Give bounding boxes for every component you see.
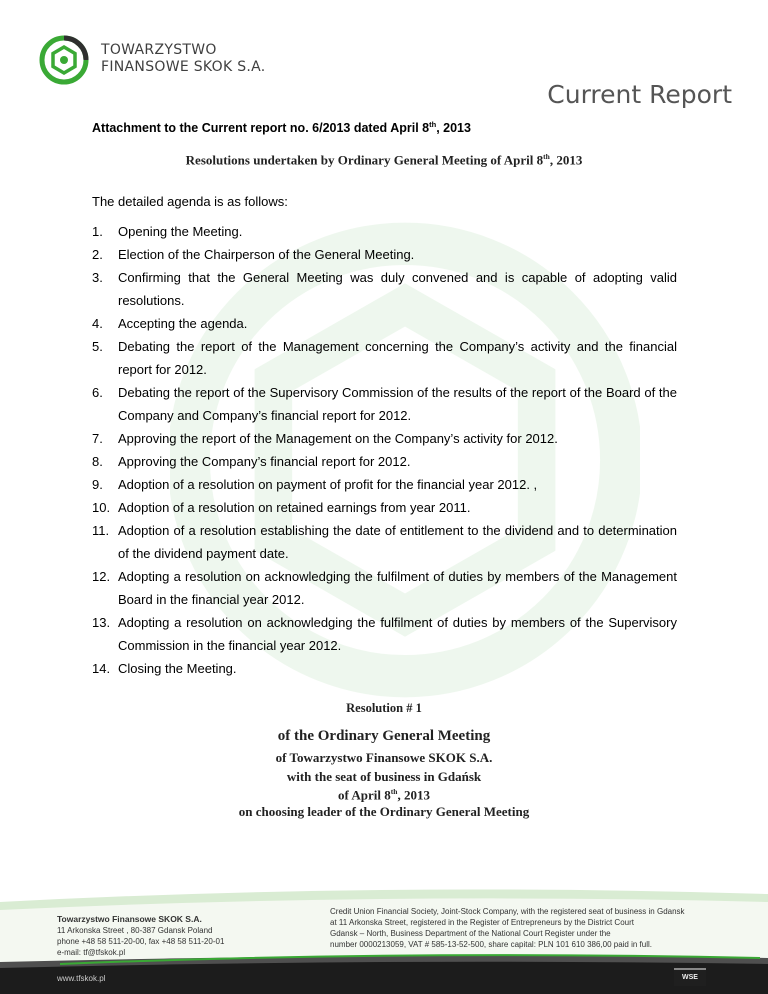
report-title: Current Report	[547, 80, 732, 109]
footer-email: e-mail: tf@tfskok.pl	[57, 948, 126, 957]
list-item: 7. Approving the report of the Management on the Company’s activity for 2012.	[92, 431, 558, 446]
list-item: 12. Adopting a resolution on acknowledging the fulfilment of duties by members of the Management Board in the financial year 2012.	[92, 569, 677, 607]
list-item: 13. Adopting a resolution on acknowledging the fulfilment of duties by members of the Supervisory Commission in the financial year 2012.	[92, 615, 677, 653]
logo-line1: TOWARZYSTWO	[101, 42, 217, 58]
list-item: 2. Election of the Chairperson of the General Meeting.	[92, 247, 415, 262]
list-item: 1. Opening the Meeting.	[92, 224, 243, 239]
resolutions-subheading: Resolutions undertaken by Ordinary General Meeting of April 8th, 2013	[185, 152, 583, 168]
resolution-line4: of April 8th, 2013	[338, 787, 430, 803]
list-item: 6. Debating the report of the Supervisory Commission of the results of the report of the Board of the Company and Company’s financial report for 2012.	[92, 385, 677, 423]
list-item: 9. Adoption of a resolution on payment of profit for the financial year 2012. ,	[92, 477, 538, 492]
agenda-intro: The detailed agenda is as follows:	[92, 194, 288, 209]
list-item: 4. Accepting the agenda.	[92, 316, 248, 331]
resolution-line5: on choosing leader of the Ordinary General Meeting	[238, 804, 530, 819]
footer-company: Towarzystwo Finansowe SKOK S.A.	[57, 914, 202, 924]
tfskok-logo-icon	[38, 34, 90, 86]
attachment-heading: Attachment to the Current report no. 6/2013 dated April 8th, 2013	[92, 120, 471, 136]
footer-phone: phone +48 58 511-20-00, fax +48 58 511-20-01	[57, 937, 225, 946]
footer-contact	[57, 914, 224, 958]
footer-legal: Credit Union Financial Society, Joint-Stock Company, with the registered seat of business in Gdansk at 11 Arkonska Street, registered in the Register of Entrepreneurs by the District Court Gdansk – North, Business Department of the National Court Register under the number 0000213059, VAT # 585-13-52-500, share capital: PLN 101 610 386,00 paid in full.	[330, 907, 685, 949]
resolution-number: Resolution # 1	[346, 701, 422, 715]
list-item: 14. Closing the Meeting.	[92, 661, 237, 676]
wse-badge: WSE	[674, 968, 706, 986]
resolution-line1: of the Ordinary General Meeting	[277, 728, 491, 744]
logo-line2: FINANSOWE SKOK S.A.	[101, 59, 266, 75]
list-item: 10. Adoption of a resolution on retained earnings from year 2011.	[92, 500, 471, 515]
footer-address: 11 Arkonska Street , 80-387 Gdansk Poland	[57, 926, 213, 935]
list-item: 5. Debating the report of the Management concerning the Company’s activity and the financial report for 2012.	[92, 339, 677, 377]
logo-text	[101, 42, 266, 76]
resolution-line2: of Towarzystwo Finansowe SKOK S.A.	[275, 750, 493, 765]
footer-website: www.tfskok.pl	[57, 974, 106, 983]
list-item: 8. Approving the Company’s financial report for 2012.	[92, 454, 411, 469]
agenda-list	[92, 220, 677, 680]
resolution-line3: with the seat of business in Gdańsk	[286, 769, 482, 784]
list-item: 11. Adoption of a resolution establishing the date of entitlement to the dividend and to determination of the dividend payment date.	[92, 523, 677, 561]
list-item: 3. Confirming that the General Meeting was duly convened and is capable of adopting valid resolutions.	[92, 270, 677, 308]
